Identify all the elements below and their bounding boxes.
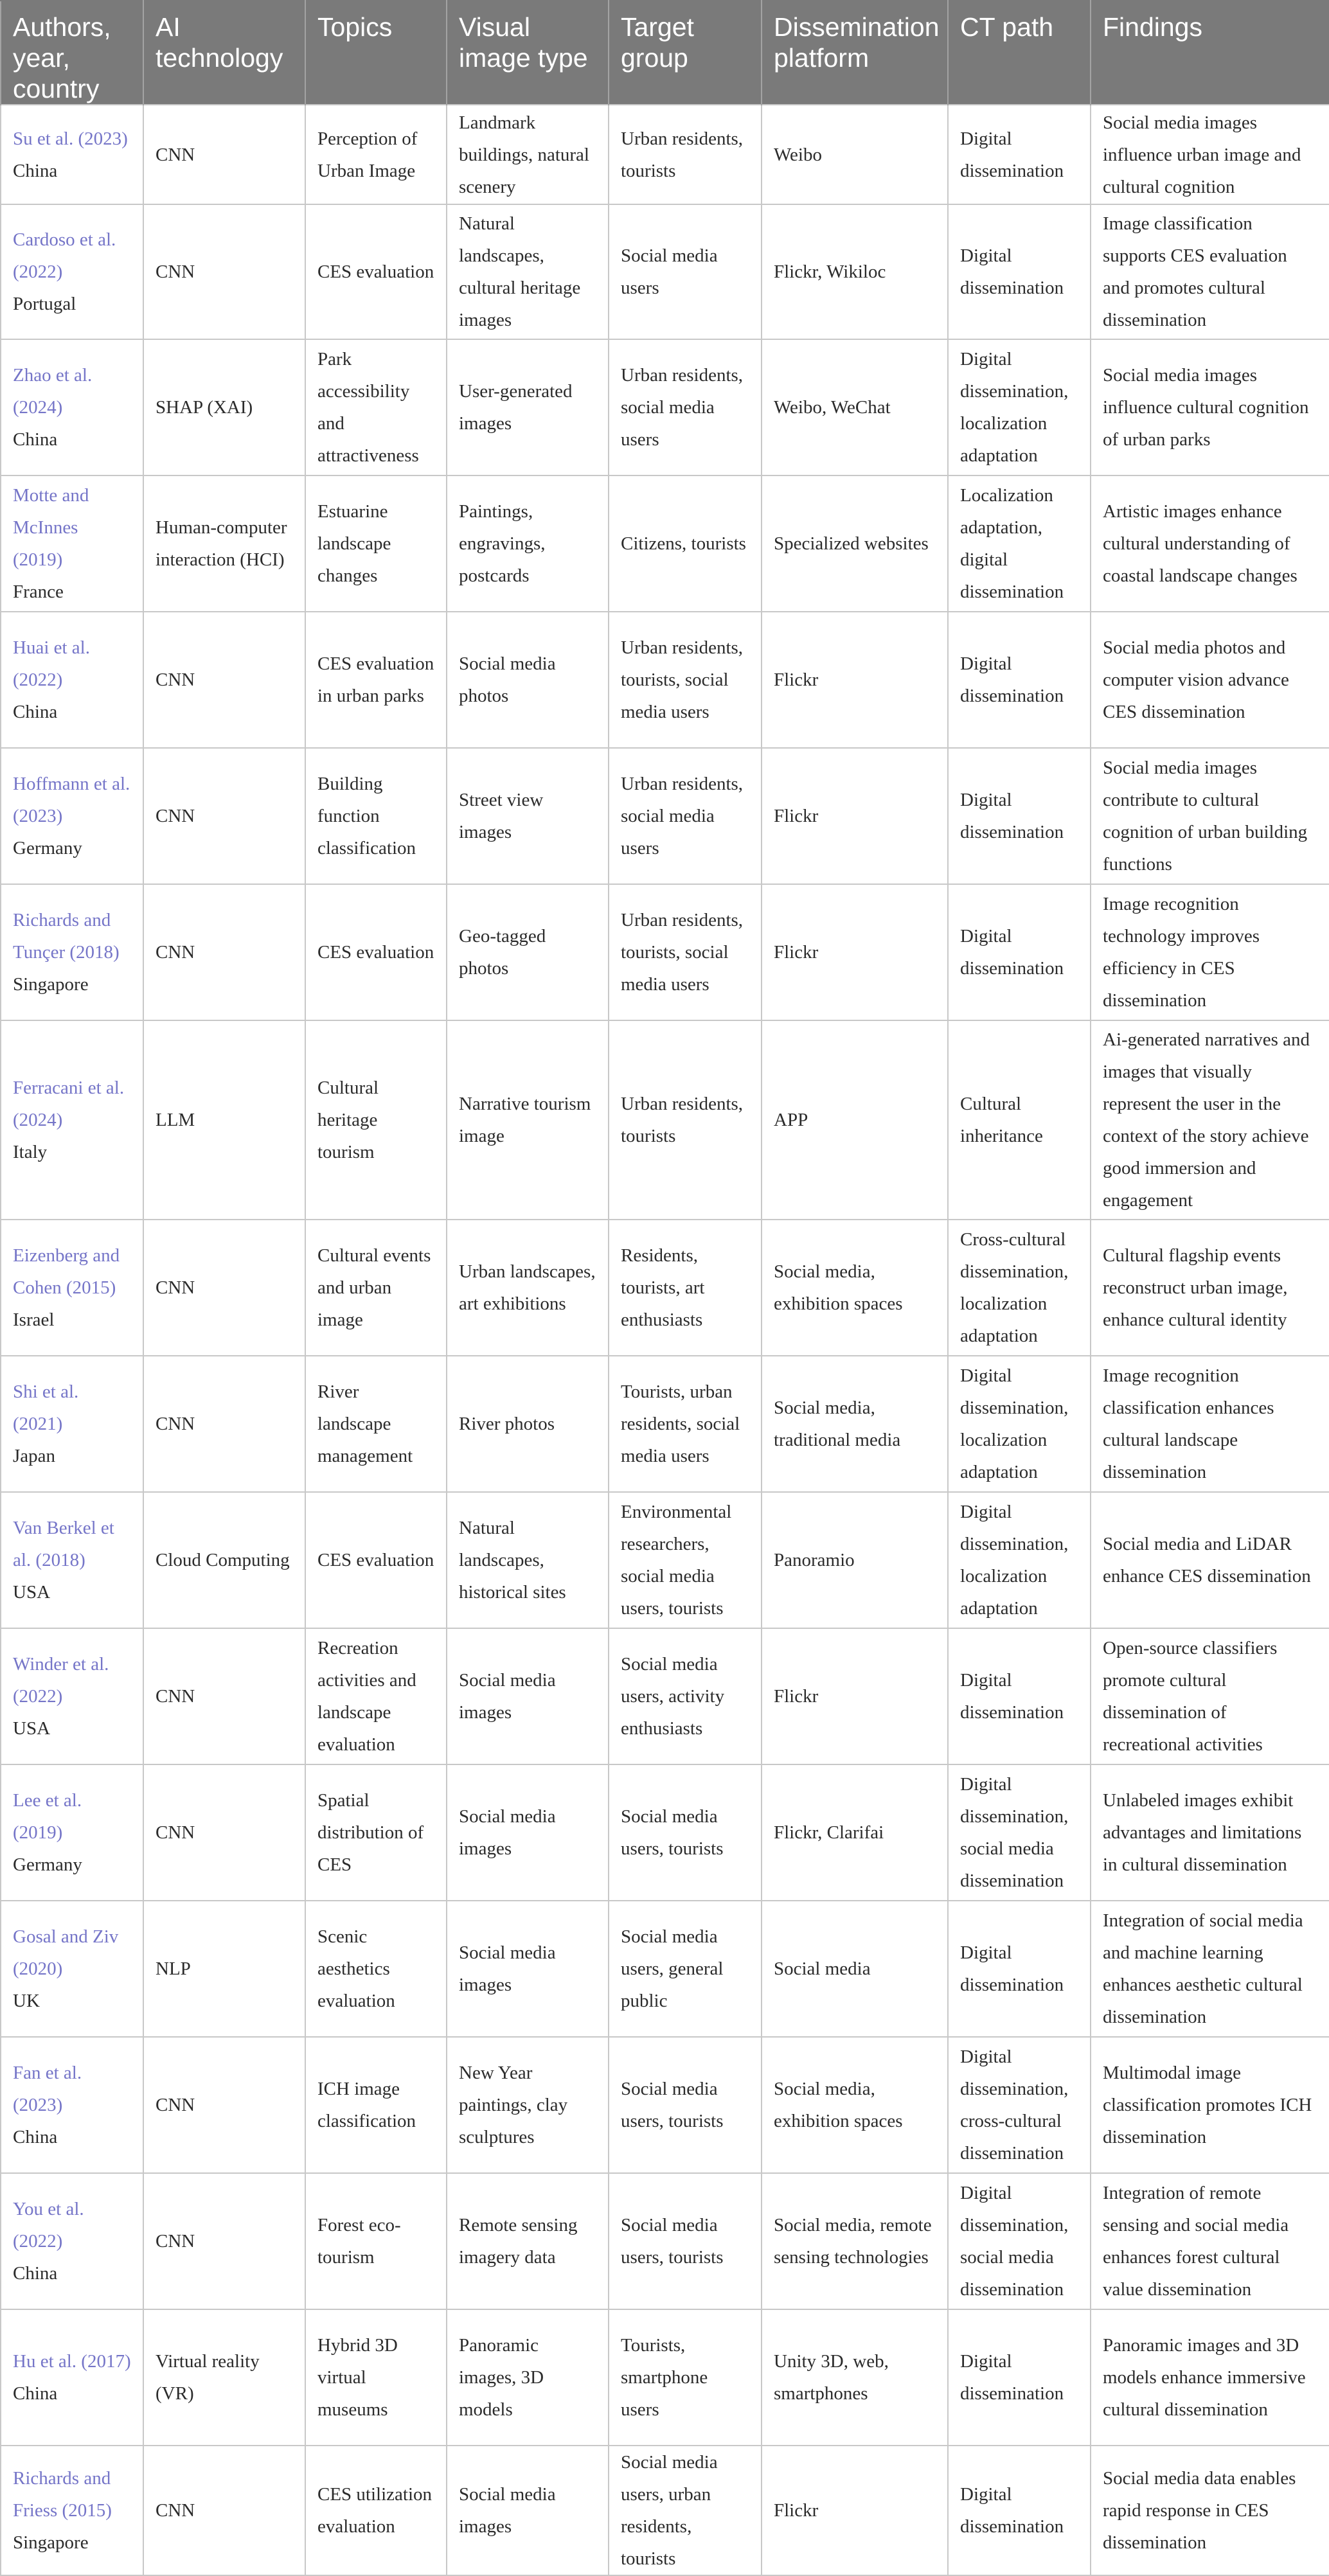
cell-dissemination-platform: Panoramio bbox=[762, 1492, 948, 1628]
cell-topic: Hybrid 3D virtual museums bbox=[305, 2309, 447, 2446]
country-label: China bbox=[13, 702, 58, 722]
country-label: Italy bbox=[13, 1142, 48, 1162]
cell-ct-path: Digital dissemination bbox=[948, 204, 1091, 339]
cell-authors bbox=[1, 1492, 143, 1628]
cell-topic: Recreation activities and landscape evaluation bbox=[305, 1628, 447, 1764]
table-row bbox=[1, 2309, 1329, 2446]
cell-ai-technology: CNN bbox=[143, 1220, 305, 1356]
reference-link[interactable]: You et al. (2022) bbox=[13, 2199, 84, 2252]
cell-ct-path: Digital dissemination bbox=[948, 2446, 1091, 2575]
cell-visual-image-type: Natural landscapes, historical sites bbox=[447, 1492, 609, 1628]
cell-target-group: Social media users, general public bbox=[609, 1901, 762, 2037]
reference-link[interactable]: Winder et al. (2022) bbox=[13, 1654, 109, 1707]
reference-link[interactable]: Hoffmann et al. (2023) bbox=[13, 774, 130, 826]
table-row bbox=[1, 2173, 1329, 2309]
header-authors: Authors, year, country bbox=[1, 1, 143, 105]
cell-target-group: Urban residents, tourists bbox=[609, 1020, 762, 1220]
table-row bbox=[1, 748, 1329, 884]
cell-target-group: Environmental researchers, social media users, tourists bbox=[609, 1492, 762, 1628]
cell-dissemination-platform: Flickr bbox=[762, 748, 948, 884]
cell-ct-path: Digital dissemination, localization adaptation bbox=[948, 339, 1091, 475]
cell-dissemination-platform: Social media bbox=[762, 1901, 948, 2037]
cell-dissemination-platform: Social media, exhibition spaces bbox=[762, 2037, 948, 2173]
table-row bbox=[1, 2037, 1329, 2173]
cell-topic: CES evaluation bbox=[305, 1492, 447, 1628]
cell-dissemination-platform: Flickr bbox=[762, 884, 948, 1020]
cell-topic: Spatial distribution of CES bbox=[305, 1764, 447, 1901]
cell-ai-technology: CNN bbox=[143, 2173, 305, 2309]
table-row bbox=[1, 1356, 1329, 1492]
cell-findings: Social media images influence urban image and cultural cognition bbox=[1091, 105, 1329, 204]
table-row bbox=[1, 475, 1329, 612]
header-topics: Topics bbox=[305, 1, 447, 105]
cell-topic: CES evaluation bbox=[305, 884, 447, 1020]
cell-target-group: Residents, tourists, art enthusiasts bbox=[609, 1220, 762, 1356]
cell-dissemination-platform: Flickr bbox=[762, 1628, 948, 1764]
cell-authors bbox=[1, 612, 143, 748]
cell-ai-technology: CNN bbox=[143, 1628, 305, 1764]
country-label: Singapore bbox=[13, 974, 89, 995]
country-label: China bbox=[13, 429, 58, 450]
cell-ct-path: Localization adaptation, digital dissemination bbox=[948, 475, 1091, 612]
reference-link[interactable]: Shi et al. (2021) bbox=[13, 1381, 79, 1434]
cell-authors bbox=[1, 1901, 143, 2037]
table-row bbox=[1, 1492, 1329, 1628]
header-dissemination-platform: Dissemination platform bbox=[762, 1, 948, 105]
cell-ai-technology: CNN bbox=[143, 1356, 305, 1492]
country-label: Germany bbox=[13, 1854, 82, 1875]
cell-dissemination-platform: Flickr, Clarifai bbox=[762, 1764, 948, 1901]
cell-visual-image-type: Panoramic images, 3D models bbox=[447, 2309, 609, 2446]
cell-findings: Integration of remote sensing and social media enhances forest cultural value dissemination bbox=[1091, 2173, 1329, 2309]
header-row bbox=[1, 1, 1329, 105]
cell-findings: Social media images contribute to cultural cognition of urban building functions bbox=[1091, 748, 1329, 884]
cell-ai-technology: Cloud Computing bbox=[143, 1492, 305, 1628]
cell-target-group: Social media users, tourists bbox=[609, 2173, 762, 2309]
cell-dissemination-platform: Flickr bbox=[762, 2446, 948, 2575]
cell-topic: Perception of Urban Image bbox=[305, 105, 447, 204]
cell-target-group: Urban residents, social media users bbox=[609, 748, 762, 884]
header-target-group: Target group bbox=[609, 1, 762, 105]
cell-dissemination-platform: APP bbox=[762, 1020, 948, 1220]
cell-ct-path: Digital dissemination, localization adaptation bbox=[948, 1492, 1091, 1628]
cell-authors bbox=[1, 2173, 143, 2309]
cell-topic: Forest eco-tourism bbox=[305, 2173, 447, 2309]
cell-visual-image-type: New Year paintings, clay sculptures bbox=[447, 2037, 609, 2173]
cell-authors bbox=[1, 204, 143, 339]
cell-topic: CES evaluation in urban parks bbox=[305, 612, 447, 748]
reference-link[interactable]: Eizenberg and Cohen (2015) bbox=[13, 1245, 120, 1298]
cell-dissemination-platform: Flickr, Wikiloc bbox=[762, 204, 948, 339]
cell-findings: Social media and LiDAR enhance CES dissemination bbox=[1091, 1492, 1329, 1628]
cell-topic: Estuarine landscape changes bbox=[305, 475, 447, 612]
cell-authors bbox=[1, 1020, 143, 1220]
reference-link[interactable]: Su et al. (2023) bbox=[13, 128, 128, 149]
reference-link[interactable]: Zhao et al. (2024) bbox=[13, 365, 93, 418]
table-row bbox=[1, 612, 1329, 748]
cell-topic: Building function classification bbox=[305, 748, 447, 884]
cell-dissemination-platform: Social media, remote sensing technologies bbox=[762, 2173, 948, 2309]
cell-visual-image-type: Narrative tourism image bbox=[447, 1020, 609, 1220]
cell-target-group: Urban residents, tourists, social media users bbox=[609, 884, 762, 1020]
cell-visual-image-type: Urban landscapes, art exhibitions bbox=[447, 1220, 609, 1356]
country-label: China bbox=[13, 2263, 58, 2284]
cell-authors bbox=[1, 2309, 143, 2446]
cell-visual-image-type: Landmark buildings, natural scenery bbox=[447, 105, 609, 204]
table-row bbox=[1, 1220, 1329, 1356]
cell-visual-image-type: Geo-tagged photos bbox=[447, 884, 609, 1020]
table-row bbox=[1, 339, 1329, 475]
cell-visual-image-type: Social media images bbox=[447, 1628, 609, 1764]
cell-visual-image-type: Social media images bbox=[447, 1764, 609, 1901]
cell-visual-image-type: River photos bbox=[447, 1356, 609, 1492]
country-label: Portugal bbox=[13, 294, 76, 314]
country-label: Japan bbox=[13, 1446, 56, 1466]
cell-visual-image-type: Social media images bbox=[447, 1901, 609, 2037]
cell-findings: Social media photos and computer vision advance CES dissemination bbox=[1091, 612, 1329, 748]
cell-authors bbox=[1, 748, 143, 884]
cell-topic: Cultural heritage tourism bbox=[305, 1020, 447, 1220]
country-label: France bbox=[13, 582, 64, 602]
cell-target-group: Urban residents, tourists bbox=[609, 105, 762, 204]
cell-ai-technology: CNN bbox=[143, 2037, 305, 2173]
reference-link[interactable]: Huai et al. (2022) bbox=[13, 637, 90, 690]
cell-ai-technology: CNN bbox=[143, 2446, 305, 2575]
cell-authors bbox=[1, 2037, 143, 2173]
country-label: Singapore bbox=[13, 2532, 89, 2553]
cell-ai-technology: NLP bbox=[143, 1901, 305, 2037]
cell-ct-path: Digital dissemination bbox=[948, 884, 1091, 1020]
country-label: China bbox=[13, 2127, 58, 2147]
cell-target-group: Urban residents, tourists, social media users bbox=[609, 612, 762, 748]
cell-authors bbox=[1, 1356, 143, 1492]
cell-ai-technology: Human-computer interaction (HCI) bbox=[143, 475, 305, 612]
country-label: USA bbox=[13, 1582, 51, 1603]
cell-topic: CES utilization evaluation bbox=[305, 2446, 447, 2575]
reference-link[interactable]: Gosal and Ziv (2020) bbox=[13, 1926, 119, 1979]
cell-findings: Ai-generated narratives and images that visually represent the user in the context of the story achieve good immersion and engagement bbox=[1091, 1020, 1329, 1220]
cell-ct-path: Digital dissemination, cross-cultural dissemination bbox=[948, 2037, 1091, 2173]
cell-findings: Social media data enables rapid response in CES dissemination bbox=[1091, 2446, 1329, 2575]
reference-link[interactable]: Fan et al. (2023) bbox=[13, 2063, 82, 2115]
table-row bbox=[1, 2446, 1329, 2575]
cell-authors bbox=[1, 339, 143, 475]
table-body bbox=[1, 105, 1329, 2575]
cell-ct-path: Digital dissemination bbox=[948, 748, 1091, 884]
cell-ct-path: Digital dissemination bbox=[948, 1628, 1091, 1764]
cell-ai-technology: CNN bbox=[143, 748, 305, 884]
cell-authors bbox=[1, 105, 143, 204]
cell-visual-image-type: Remote sensing imagery data bbox=[447, 2173, 609, 2309]
country-label: China bbox=[13, 160, 58, 181]
table-row bbox=[1, 1901, 1329, 2037]
cell-target-group: Tourists, smartphone users bbox=[609, 2309, 762, 2446]
cell-ai-technology: SHAP (XAI) bbox=[143, 339, 305, 475]
cell-target-group: Urban residents, social media users bbox=[609, 339, 762, 475]
table-row bbox=[1, 1628, 1329, 1764]
cell-ct-path: Digital dissemination bbox=[948, 1901, 1091, 2037]
cell-authors bbox=[1, 884, 143, 1020]
cell-topic: River landscape management bbox=[305, 1356, 447, 1492]
reference-link[interactable]: Ferracani et al. (2024) bbox=[13, 1078, 125, 1130]
cell-visual-image-type: Social media photos bbox=[447, 612, 609, 748]
country-label: Israel bbox=[13, 1310, 55, 1330]
cell-dissemination-platform: Unity 3D, web, smartphones bbox=[762, 2309, 948, 2446]
cell-target-group: Social media users bbox=[609, 204, 762, 339]
table-row bbox=[1, 1764, 1329, 1901]
cell-dissemination-platform: Flickr bbox=[762, 612, 948, 748]
reference-link[interactable]: Richards and Friess (2015) bbox=[13, 2468, 112, 2521]
reference-link[interactable]: Lee et al. (2019) bbox=[13, 1790, 82, 1843]
table-row bbox=[1, 204, 1329, 339]
cell-dissemination-platform: Weibo bbox=[762, 105, 948, 204]
cell-ct-path: Digital dissemination bbox=[948, 105, 1091, 204]
header-ai-technology: AI technology bbox=[143, 1, 305, 105]
cell-target-group: Social media users, tourists bbox=[609, 1764, 762, 1901]
cell-findings: Cultural flagship events reconstruct urban image, enhance cultural identity bbox=[1091, 1220, 1329, 1356]
table-row bbox=[1, 884, 1329, 1020]
reference-link[interactable]: Richards and Tunçer (2018) bbox=[13, 910, 120, 963]
table-row bbox=[1, 1020, 1329, 1220]
cell-visual-image-type: Paintings, engravings, postcards bbox=[447, 475, 609, 612]
cell-topic: CES evaluation bbox=[305, 204, 447, 339]
cell-findings: Image recognition technology improves efficiency in CES dissemination bbox=[1091, 884, 1329, 1020]
cell-ct-path: Cross-cultural dissemination, localization adaptation bbox=[948, 1220, 1091, 1356]
cell-ai-technology: CNN bbox=[143, 1764, 305, 1901]
cell-authors bbox=[1, 2446, 143, 2575]
reference-link[interactable]: Cardoso et al. (2022) bbox=[13, 229, 116, 282]
cell-dissemination-platform: Weibo, WeChat bbox=[762, 339, 948, 475]
country-label: USA bbox=[13, 1718, 51, 1739]
cell-ct-path: Digital dissemination bbox=[948, 2309, 1091, 2446]
cell-ct-path: Cultural inheritance bbox=[948, 1020, 1091, 1220]
cell-findings: Integration of social media and machine learning enhances aesthetic cultural dissemination bbox=[1091, 1901, 1329, 2037]
country-label: Germany bbox=[13, 838, 82, 858]
cell-ai-technology: LLM bbox=[143, 1020, 305, 1220]
cell-topic: Park accessibility and attractiveness bbox=[305, 339, 447, 475]
cell-ai-technology: CNN bbox=[143, 204, 305, 339]
reference-link[interactable]: Motte and McInnes (2019) bbox=[13, 485, 89, 570]
reference-link[interactable]: Hu et al. (2017) bbox=[13, 2351, 131, 2372]
cell-target-group: Social media users, tourists bbox=[609, 2037, 762, 2173]
country-label: UK bbox=[13, 1991, 40, 2011]
cell-target-group: Social media users, urban residents, tourists bbox=[609, 2446, 762, 2575]
cell-findings: Image classification supports CES evaluation and promotes cultural dissemination bbox=[1091, 204, 1329, 339]
cell-ct-path: Digital dissemination bbox=[948, 612, 1091, 748]
reference-link[interactable]: Van Berkel et al. (2018) bbox=[13, 1518, 114, 1570]
cell-ai-technology: CNN bbox=[143, 105, 305, 204]
cell-ct-path: Digital dissemination, social media dissemination bbox=[948, 2173, 1091, 2309]
cell-topic: Cultural events and urban image bbox=[305, 1220, 447, 1356]
cell-visual-image-type: Street view images bbox=[447, 748, 609, 884]
header-findings: Findings bbox=[1091, 1, 1329, 105]
table-row bbox=[1, 105, 1329, 204]
cell-ai-technology: Virtual reality (VR) bbox=[143, 2309, 305, 2446]
cell-topic: Scenic aesthetics evaluation bbox=[305, 1901, 447, 2037]
cell-dissemination-platform: Social media, traditional media bbox=[762, 1356, 948, 1492]
cell-ai-technology: CNN bbox=[143, 612, 305, 748]
cell-target-group: Tourists, urban residents, social media users bbox=[609, 1356, 762, 1492]
cell-findings: Artistic images enhance cultural understanding of coastal landscape changes bbox=[1091, 475, 1329, 612]
cell-ct-path: Digital dissemination, localization adaptation bbox=[948, 1356, 1091, 1492]
cell-dissemination-platform: Specialized websites bbox=[762, 475, 948, 612]
cell-authors bbox=[1, 1220, 143, 1356]
cell-findings: Open-source classifiers promote cultural dissemination of recreational activities bbox=[1091, 1628, 1329, 1764]
cell-findings: Multimodal image classification promotes ICH dissemination bbox=[1091, 2037, 1329, 2173]
cell-topic: ICH image classification bbox=[305, 2037, 447, 2173]
cell-visual-image-type: Natural landscapes, cultural heritage images bbox=[447, 204, 609, 339]
cell-target-group: Citizens, tourists bbox=[609, 475, 762, 612]
cell-target-group: Social media users, activity enthusiasts bbox=[609, 1628, 762, 1764]
cell-visual-image-type: Social media images bbox=[447, 2446, 609, 2575]
cell-findings: Panoramic images and 3D models enhance immersive cultural dissemination bbox=[1091, 2309, 1329, 2446]
country-label: China bbox=[13, 2383, 58, 2404]
header-ct-path: CT path bbox=[948, 1, 1091, 105]
cell-authors bbox=[1, 1764, 143, 1901]
cell-ai-technology: CNN bbox=[143, 884, 305, 1020]
cell-findings: Unlabeled images exhibit advantages and limitations in cultural dissemination bbox=[1091, 1764, 1329, 1901]
cell-visual-image-type: User-generated images bbox=[447, 339, 609, 475]
cell-authors bbox=[1, 475, 143, 612]
cell-authors bbox=[1, 1628, 143, 1764]
cell-findings: Image recognition classification enhances cultural landscape dissemination bbox=[1091, 1356, 1329, 1492]
cell-ct-path: Digital dissemination, social media dissemination bbox=[948, 1764, 1091, 1901]
cell-findings: Social media images influence cultural cognition of urban parks bbox=[1091, 339, 1329, 475]
header-visual-image-type: Visual image type bbox=[447, 1, 609, 105]
cell-dissemination-platform: Social media, exhibition spaces bbox=[762, 1220, 948, 1356]
